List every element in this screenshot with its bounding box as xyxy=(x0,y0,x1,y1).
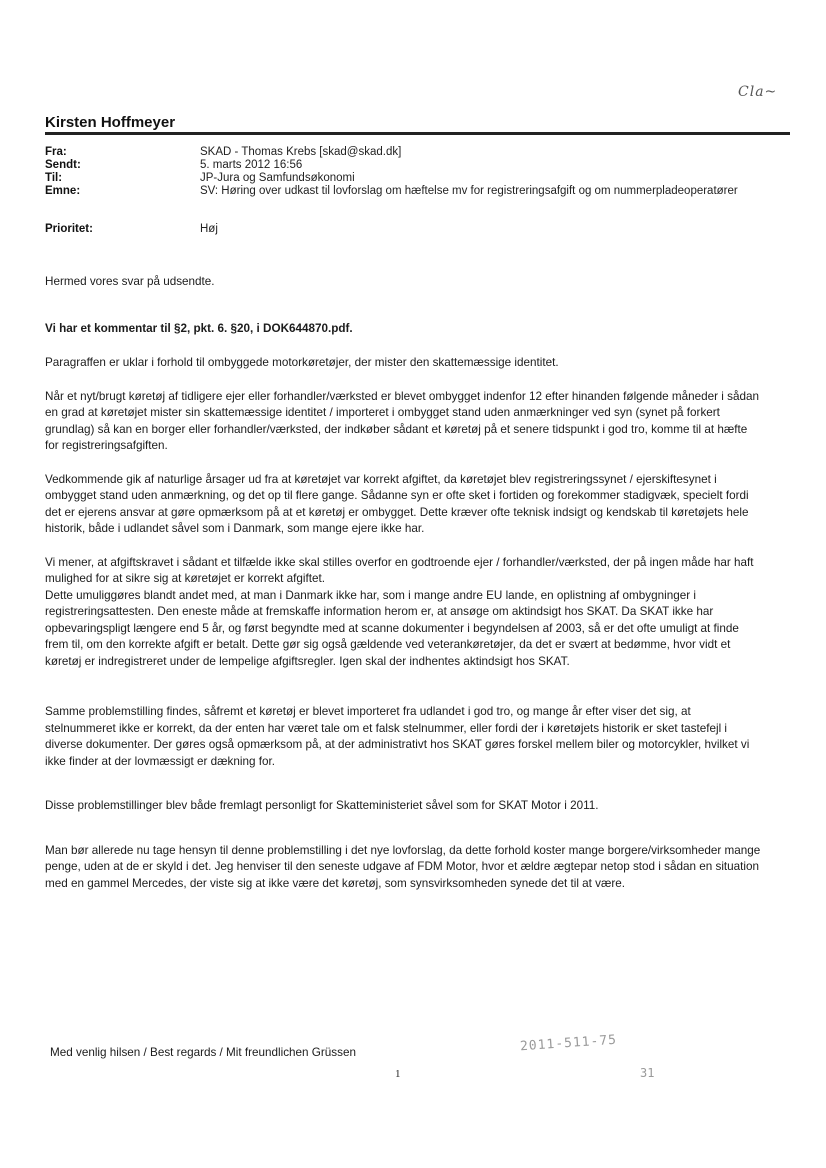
sender-name: Kirsten Hoffmeyer xyxy=(45,114,176,131)
comment-heading: Vi har et kommentar til §2, pkt. 6. §20, i DOK644870.pdf. xyxy=(45,321,353,335)
header-divider xyxy=(45,132,790,135)
email-header xyxy=(0,146,826,236)
paragraph-2: Når et nyt/brugt køretøj af tidligere ejer eller forhandler/værksted er blevet ombygget indenfor 12 efter hinanden følgende måneder i sådan en grad at køretøjet mister sin skattemæssige identitet / importeret i ombygget stand uden anmærkninger ved syn (synet på forkert grundlag) så kan en borger eller forhandler/værksted, der indkøber sådant et køretøj på et senere tidspunkt i god tro, komme til at hæfte for registreringsafgiften. xyxy=(45,389,759,452)
paragraph-4a: Vi mener, at afgiftskravet i sådant et tilfælde ikke skal stilles overfor en godtroende ejer / forhandler/værksted, der på ingen måde har haft mulighed for at sikre sig at køretøjet er korrekt afgiftet. xyxy=(45,555,754,585)
greeting: Hermed vores svar på udsendte. xyxy=(45,275,215,288)
priority-label: Prioritet: xyxy=(45,223,93,235)
paragraph-5: Samme problemstilling findes, såfremt et køretøj er blevet importeret fra udlandet i god tro, og mange år efter viser det sig, at stelnummeret ikke er korrekt, da der enten har været tale om et falsk stelnummer, eller fordi der i køretøjets historik er sket tastefejl i diverse dokumenter. Der gøres også opmærksom på, at der administrativt hos SKAT gøres forskel mellem biler og motorcykler, hvilket vi ikke finder at der lovmæssigt er dækning for. xyxy=(45,705,750,768)
to-label: Til: xyxy=(45,172,63,184)
to-row xyxy=(0,172,826,185)
paragraph-1: Paragraffen er uklar i forhold til ombyggede motorkøretøjer, der mister den skattemæssige identitet. xyxy=(45,356,559,369)
sent-value: 5. marts 2012 16:56 xyxy=(200,159,303,171)
sent-row xyxy=(0,159,826,172)
subject-row xyxy=(0,185,826,211)
journal-stamp: 2011-511-75 xyxy=(519,1032,618,1055)
journal-stamp-sub: 31 xyxy=(640,1066,655,1080)
sent-label: Sendt: xyxy=(45,159,81,171)
priority-row xyxy=(0,223,826,236)
paragraph-3: Vedkommende gik af naturlige årsager ud fra at køretøjet var korrekt afgiftet, da køretøjet blev registreringssynet / ejerskiftesynet i ombygget stand uden anmærkning, og det op til flere gange. Sådanne syn er ofte sket i fortiden og forekommer stadigvæk, specielt fordi det er ejerens ansvar at gøre opmærksom på at et køretøj er ombygget. Dette kræver ofte teknisk indsigt og kendskab til køretøjets hele historik, både i udlandet såvel som i Danmark, som mange ejere ikke har. xyxy=(45,472,749,535)
from-value: SKAD - Thomas Krebs [skad@skad.dk] xyxy=(200,146,402,158)
from-label: Fra: xyxy=(45,146,67,158)
from-row xyxy=(0,146,826,159)
handwritten-note: Cla~ xyxy=(738,84,778,100)
to-value: JP-Jura og Samfundsøkonomi xyxy=(200,172,355,184)
paragraph-7: Man bør allerede nu tage hensyn til denne problemstilling i det nye lovforslag, da dette forhold koster mange borgere/virksomheder mange penge, uden at de er skyld i det. Jeg henviser til den seneste udgave af FDM Motor, hvor et ældre ægtepar netop stod i sådan en situation med en gammel Mercedes, der viste sig at ikke være det køretøj, som synsvirksomheden synede det til at være. xyxy=(45,843,761,890)
paragraph-4b: Dette umuliggøres blandt andet med, at man i Danmark ikke har, som i mange andre EU lande, en oplistning af ombygninger i registreringsattesten. Den eneste måde at fremskaffe information herom er, at ansøge om aktindsigt hos SKAT. Da SKAT ikke har opbevaringspligt længere end 5 år, og først begyndte med at scanne dokumenter i begyndelsen af 2003, så er det ofte umuligt at finde frem til, om den korrekte afgift er betalt. Dette gør sig også gældende ved veterankøretøjer, da det er svært at bedømme, hvor vidt et køretøj er indregistreret under de lempelige afgiftsregler. Igen skal der indhentes aktindsigt hos SKAT. xyxy=(45,588,739,668)
page-number: 1 xyxy=(395,1068,401,1080)
subject-label: Emne: xyxy=(45,185,81,197)
closing-greeting: Med venlig hilsen / Best regards / Mit freundlichen Grüssen xyxy=(50,1046,356,1059)
email-body xyxy=(45,274,763,892)
paragraph-6: Disse problemstillinger blev både fremlagt personligt for Skatteministeriet såvel som for SKAT Motor i 2011. xyxy=(45,799,599,812)
subject-value: SV: Høring over udkast til lovforslag om hæftelse mv for registreringsafgift og om nummerpladeoperatører xyxy=(200,185,738,197)
priority-value: Høj xyxy=(200,223,218,235)
